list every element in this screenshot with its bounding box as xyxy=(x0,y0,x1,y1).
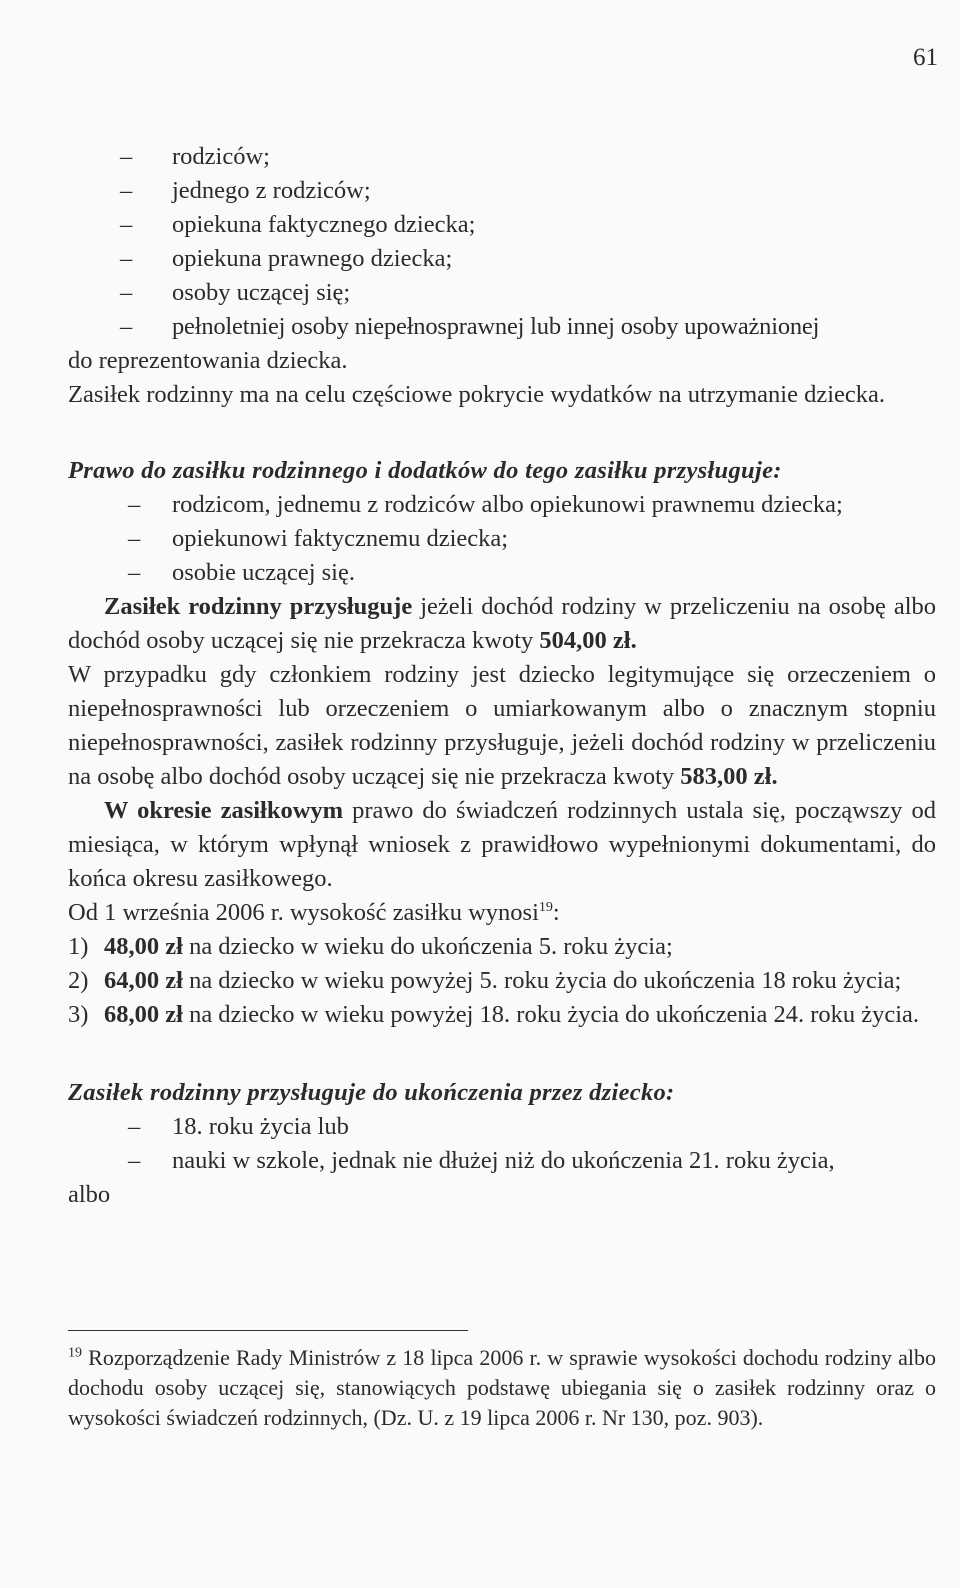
footnote-number: 19 xyxy=(68,1345,82,1361)
amount: 583,00 zł. xyxy=(680,763,778,790)
amount-item xyxy=(68,930,936,964)
paragraph-text: jeżeli dochód rodziny w przeliczeniu na osobę albo dochód osoby uczącej się nie przekracza kwoty xyxy=(68,593,936,654)
list-item: – opiekuna prawnego dziecka; xyxy=(68,242,936,276)
amount: 68,00 zł xyxy=(104,1001,183,1028)
item-text: na dziecko w wieku powyżej 5. roku życia do ukończenia 18 roku życia; xyxy=(182,967,902,994)
item-number: 2) xyxy=(68,967,89,994)
paragraph-text: W przypadku gdy członkiem rodziny jest dziecko legitymujące się orzeczeniem o niepełnosprawności lub orzeczeniem o umiarkowanym albo o znacznym stopniu niepełnosprawności, zasiłek rodzinny przysługuje, jeżeli dochód rodziny w przeliczeniu na osobę albo dochód osoby uczącej się nie przekracza kwoty xyxy=(68,661,936,790)
section-heading-duration: Zasiłek rodzinny przysługuje do ukończenia przez dziecko: xyxy=(68,1079,675,1106)
list-item: – rodzicom, jednemu z rodziców albo opiekunowi prawnemu dziecka; xyxy=(68,488,936,522)
amount-intro xyxy=(68,896,936,930)
item-text: na dziecko w wieku powyżej 18. roku życia do ukończenia 24. roku życia. xyxy=(182,1001,920,1028)
paragraph-income-threshold xyxy=(68,590,936,658)
footnote xyxy=(68,1343,936,1433)
amount-item xyxy=(68,964,936,998)
footnote-reference: 19 xyxy=(538,899,553,915)
amount-intro-colon: : xyxy=(552,899,560,926)
page-body xyxy=(68,140,936,1212)
entitled-list xyxy=(68,488,936,590)
recipients-list xyxy=(68,140,936,378)
item-number: 3) xyxy=(68,1001,89,1028)
list-item: – osoby uczącej się; xyxy=(68,276,936,310)
section-heading-entitlement: Prawo do zasiłku rodzinnego i dodatków do tego zasiłku przysługuje: xyxy=(68,457,782,484)
amount-item xyxy=(68,998,936,1032)
amount: 64,00 zł xyxy=(104,967,183,994)
item-number: 1) xyxy=(68,933,89,960)
list-item-continuation: do reprezentowania dziecka. xyxy=(68,347,348,374)
amounts-list xyxy=(68,930,936,1032)
item-text: na dziecko w wieku do ukończenia 5. roku życia; xyxy=(182,933,673,960)
list-item: – 18. roku życia lub xyxy=(68,1110,936,1144)
page-number: 61 xyxy=(913,44,938,71)
list-item: – pełnoletniej osoby niepełnosprawnej lub innej osoby upoważnionej xyxy=(68,310,936,344)
duration-list xyxy=(68,1110,936,1212)
paragraph-purpose: Zasiłek rodzinny ma na celu częściowe pokrycie wydatków na utrzymanie dziecka. xyxy=(68,381,886,408)
paragraph-benefit-period xyxy=(68,794,936,896)
footnote-text: Rozporządzenie Rady Ministrów z 18 lipca 2006 r. w sprawie wysokości dochodu rodziny albo dochodu osoby uczącej się, stanowiących podstawę ubiegania się o zasiłek rodzinny oraz o wysokości świadczeń rodzinnych, (Dz. U. z 19 lipca 2006 r. Nr 130, poz. 903). xyxy=(68,1345,936,1430)
amount: 48,00 zł xyxy=(104,933,183,960)
list-item: – jednego z rodziców; xyxy=(68,174,936,208)
footnote-divider xyxy=(68,1330,468,1331)
paragraph-disability-threshold xyxy=(68,658,936,794)
list-item: – rodziców; xyxy=(68,140,936,174)
list-item: – opiekunowi faktycznemu dziecka; xyxy=(68,522,936,556)
list-item: – osobie uczącej się. xyxy=(68,556,936,590)
bold-lead: Zasiłek rodzinny przysługuje xyxy=(104,593,413,620)
paragraph-text: prawo do świadczeń rodzinnych ustala się, począwszy od miesiąca, w którym wpłynął wniosek z prawidłowo wypełnionymi dokumentami, do końca okresu zasiłkowego. xyxy=(68,797,936,892)
list-item: – nauki w szkole, jednak nie dłużej niż do ukończenia 21. roku życia, xyxy=(68,1144,936,1178)
list-item-continuation: albo xyxy=(68,1181,111,1208)
bold-lead: W okresie zasiłkowym xyxy=(104,797,344,824)
amount-intro-text: Od 1 września 2006 r. wysokość zasiłku wynosi xyxy=(68,899,539,926)
list-item: – opiekuna faktycznego dziecka; xyxy=(68,208,936,242)
amount: 504,00 zł. xyxy=(539,627,637,654)
